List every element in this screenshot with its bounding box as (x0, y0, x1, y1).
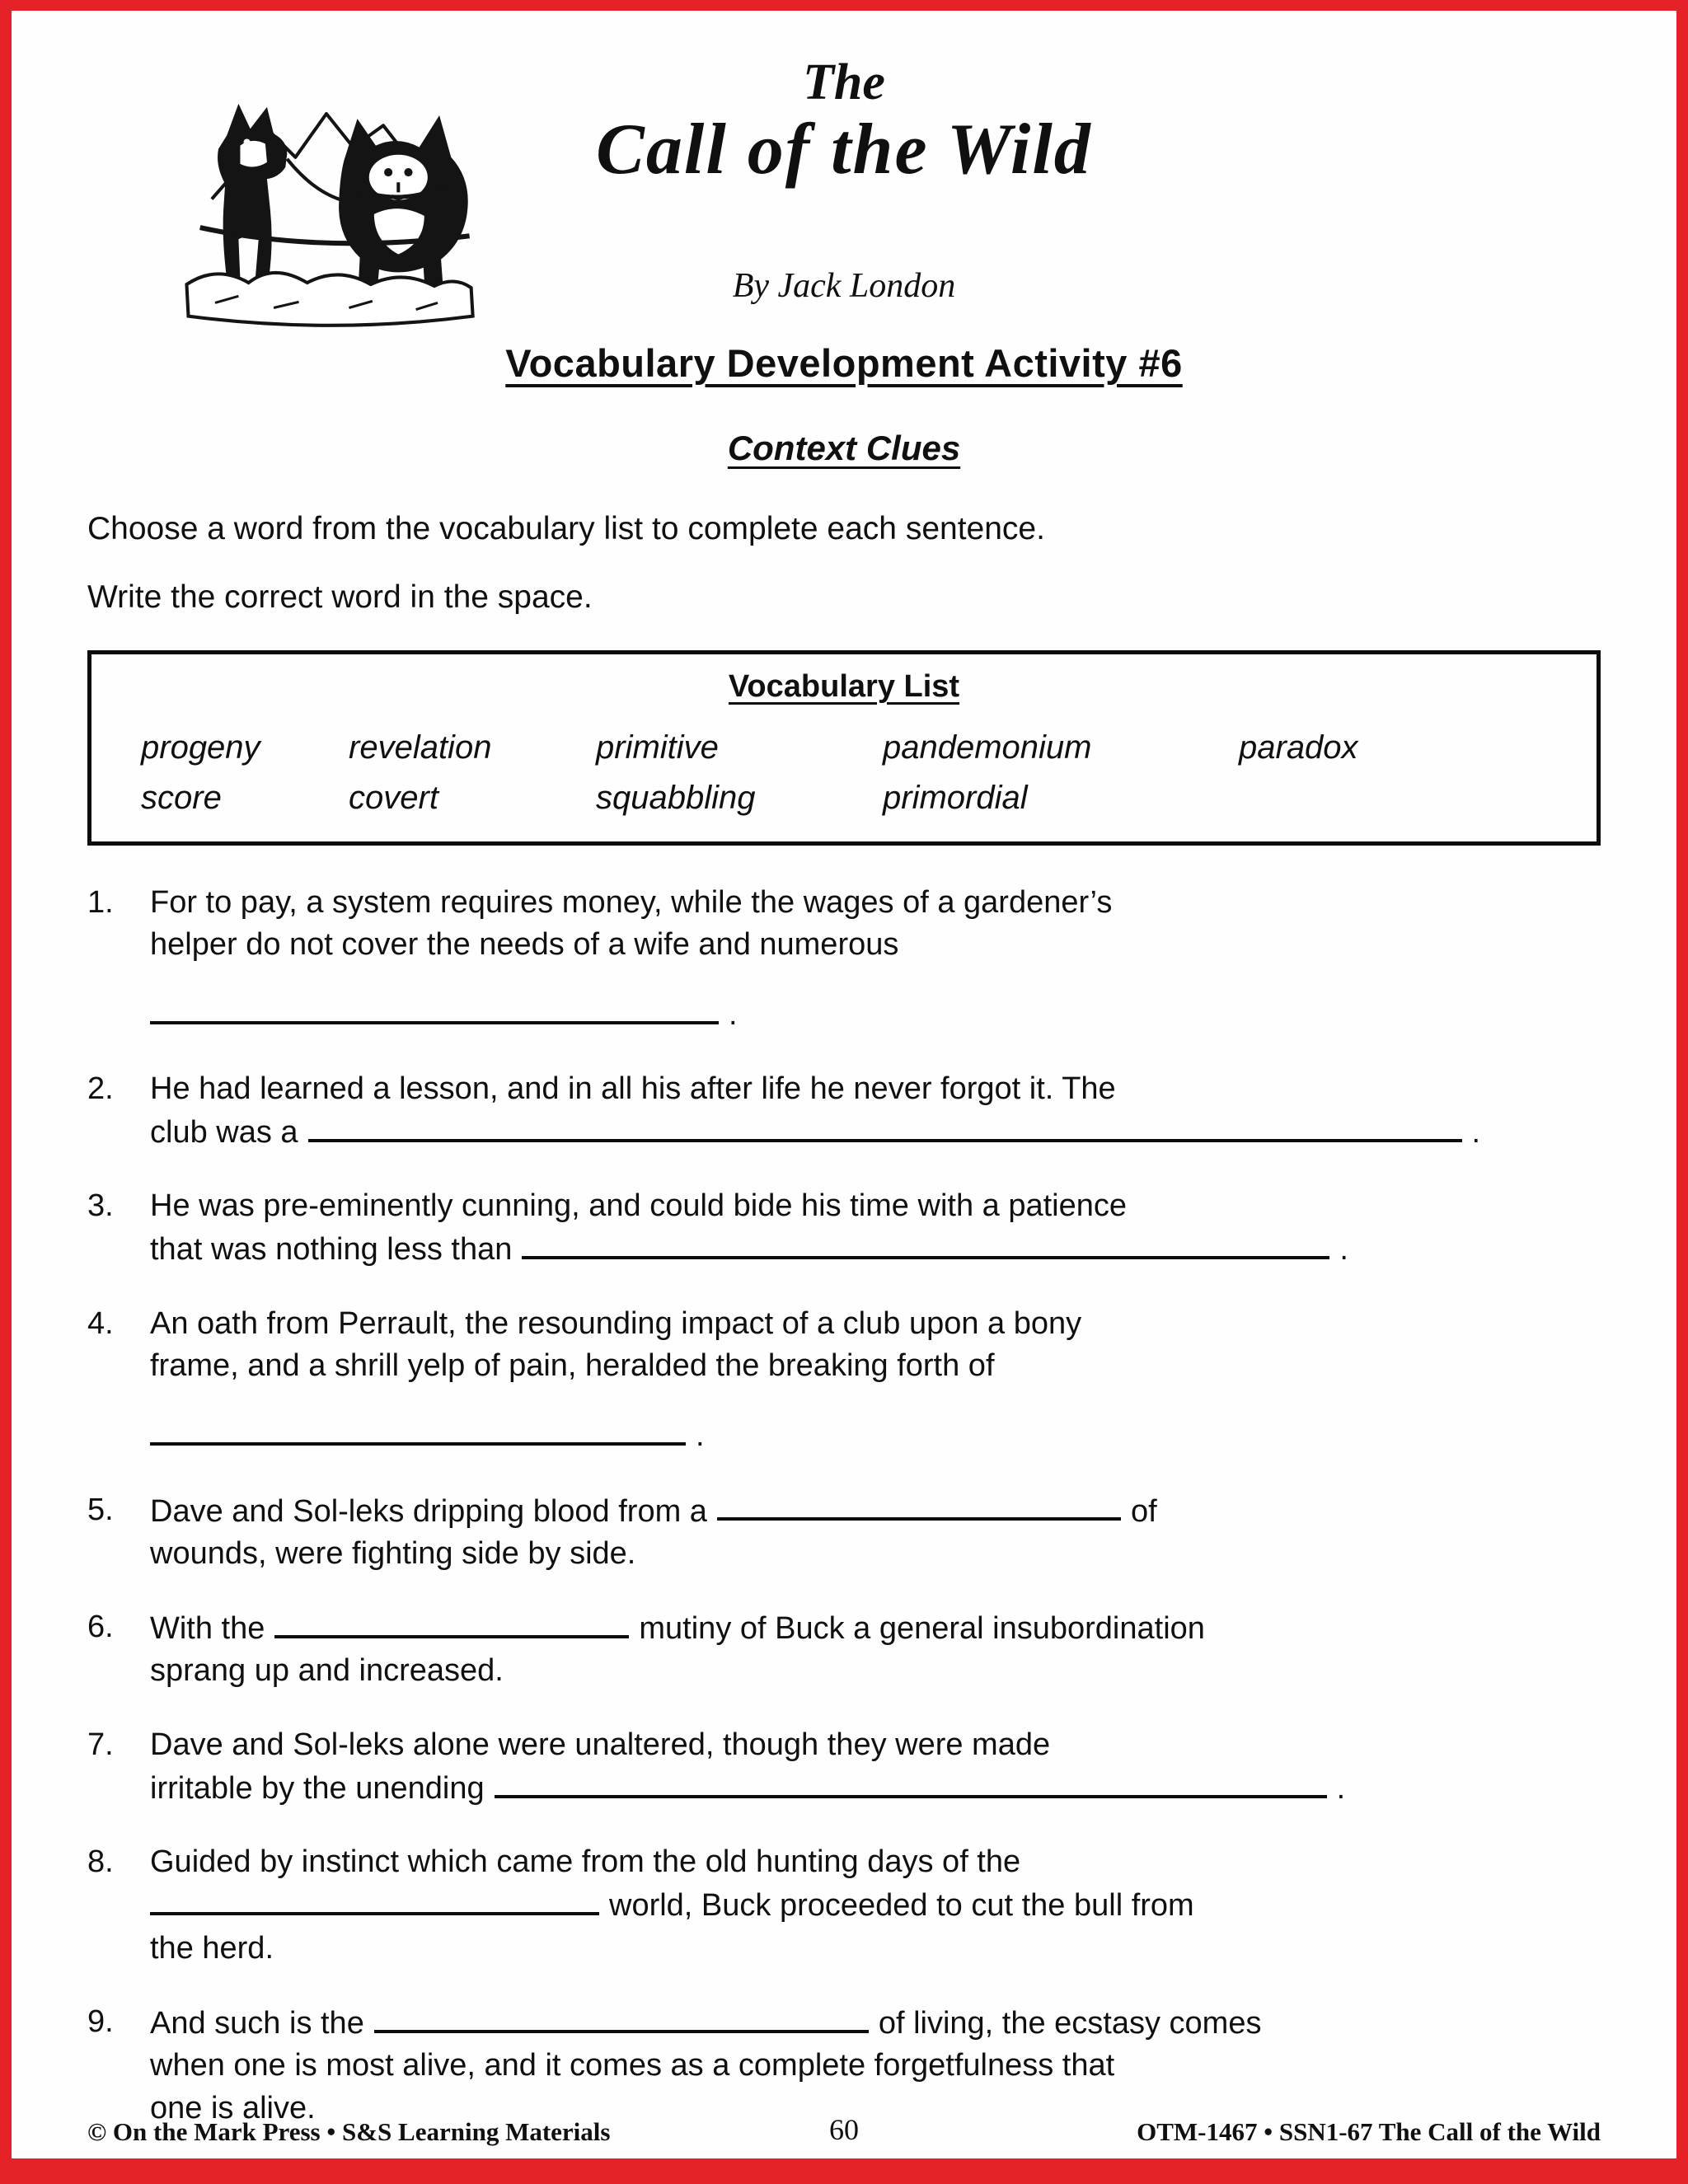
question-text: when one is most alive, and it comes as a complete forgetfulness that (150, 2048, 1115, 2083)
question-text: world, Buck proceeded to cut the bull from (609, 1888, 1194, 1924)
instruction-line-2: Write the correct word in the space. (87, 579, 593, 615)
question-number: 8. (87, 1844, 114, 1880)
question-text: He was pre-eminently cunning, and could bide his time with a patience (150, 1188, 1127, 1224)
vocab-word: paradox (1239, 729, 1358, 766)
vocab-word: revelation (349, 729, 492, 766)
question-text: . (1336, 1770, 1346, 1806)
question-text: . (1471, 1114, 1481, 1150)
question-5 (87, 1489, 1601, 1576)
catalog-code: OTM-1467 • SSN1-67 The Call of the Wild (1137, 2117, 1601, 2146)
answer-blank[interactable] (150, 1883, 599, 1915)
question-text: Dave and Sol-leks dripping blood from a (150, 1493, 707, 1529)
question-text: With the (150, 1611, 265, 1647)
instruction-line-1: Choose a word from the vocabulary list to complete each sentence. (87, 510, 1045, 546)
vocab-word: squabbling (596, 779, 756, 816)
publisher-credit: © On the Mark Press • S&S Learning Materials (87, 2117, 611, 2146)
question-list (87, 882, 1601, 2130)
answer-blank[interactable] (522, 1227, 1329, 1259)
vocab-word: covert (349, 779, 438, 816)
question-text: mutiny of Buck a general insubordination (639, 1611, 1205, 1647)
answer-blank[interactable] (274, 1606, 629, 1638)
question-number: 6. (87, 1610, 114, 1645)
paper-area (12, 11, 1676, 2158)
question-text: helper do not cover the needs of a wife and numerous (150, 927, 899, 963)
header (87, 11, 1601, 468)
answer-blank[interactable] (308, 1110, 1462, 1142)
question-text: of living, the ecstasy comes (878, 2005, 1262, 2041)
question-text: Dave and Sol-leks alone were unaltered, though they were made (150, 1727, 1051, 1762)
question-text: And such is the (150, 2005, 364, 2041)
answer-blank[interactable] (150, 1413, 686, 1446)
question-text: frame, and a shrill yelp of pain, heralded the breaking forth of (150, 1347, 995, 1383)
question-number: 1. (87, 884, 114, 920)
question-text: sprang up and increased. (150, 1653, 504, 1689)
question-number: 9. (87, 2004, 114, 2040)
page-number: 60 (829, 2113, 859, 2146)
vocab-word: pandemonium (883, 729, 1092, 766)
question-text: . (1339, 1232, 1348, 1268)
question-4 (87, 1303, 1601, 1458)
vocabulary-title: Vocabulary List (728, 668, 960, 704)
question-number: 3. (87, 1188, 114, 1224)
page-footer (87, 2111, 1601, 2147)
question-8 (87, 1841, 1601, 1970)
question-number: 7. (87, 1727, 114, 1762)
answer-blank[interactable] (717, 1489, 1121, 1521)
question-text: For to pay, a system requires money, while the wages of a gardener’s (150, 884, 1113, 920)
question-text: of (1130, 1493, 1157, 1529)
answer-blank[interactable] (495, 1766, 1327, 1798)
book-title-main: Call of the Wild (596, 110, 1092, 190)
question-text: . (729, 997, 738, 1033)
question-text: the herd. (150, 1930, 274, 1966)
question-text: An oath from Perrault, the resounding impact of a club upon a bony (150, 1305, 1082, 1341)
question-3 (87, 1185, 1601, 1272)
vocab-word: progeny (141, 729, 260, 766)
book-title-the: The (803, 54, 885, 110)
question-text: that was nothing less than (150, 1232, 513, 1268)
question-2 (87, 1068, 1601, 1155)
vocab-word: primordial (883, 779, 1028, 816)
question-1 (87, 882, 1601, 1037)
activity-subtitle: Context Clues (727, 428, 961, 467)
question-text: club was a (150, 1114, 298, 1150)
vocabulary-box (87, 650, 1601, 846)
vocabulary-words (120, 729, 1568, 817)
question-number: 5. (87, 1492, 114, 1527)
answer-blank[interactable] (150, 992, 719, 1024)
answer-blank[interactable] (374, 2001, 869, 2033)
question-text: one is alive. (150, 2090, 316, 2125)
question-text: irritable by the unending (150, 1770, 485, 1806)
question-text: Guided by instinct which came from the old hunting days of the (150, 1844, 1021, 1880)
sled-dogs-illustration (145, 59, 508, 335)
question-text: wounds, were fighting side by side. (150, 1535, 636, 1571)
question-number: 2. (87, 1071, 114, 1106)
vocab-word: primitive (596, 729, 719, 766)
author-byline: By Jack London (732, 266, 956, 305)
activity-title: Vocabulary Development Activity #6 (505, 340, 1183, 385)
question-6 (87, 1606, 1601, 1693)
question-text: He had learned a lesson, and in all his after life he never forgot it. The (150, 1071, 1116, 1106)
vocab-word: score (141, 779, 222, 816)
question-7 (87, 1724, 1601, 1811)
question-number: 4. (87, 1305, 114, 1341)
question-text: . (696, 1418, 705, 1454)
